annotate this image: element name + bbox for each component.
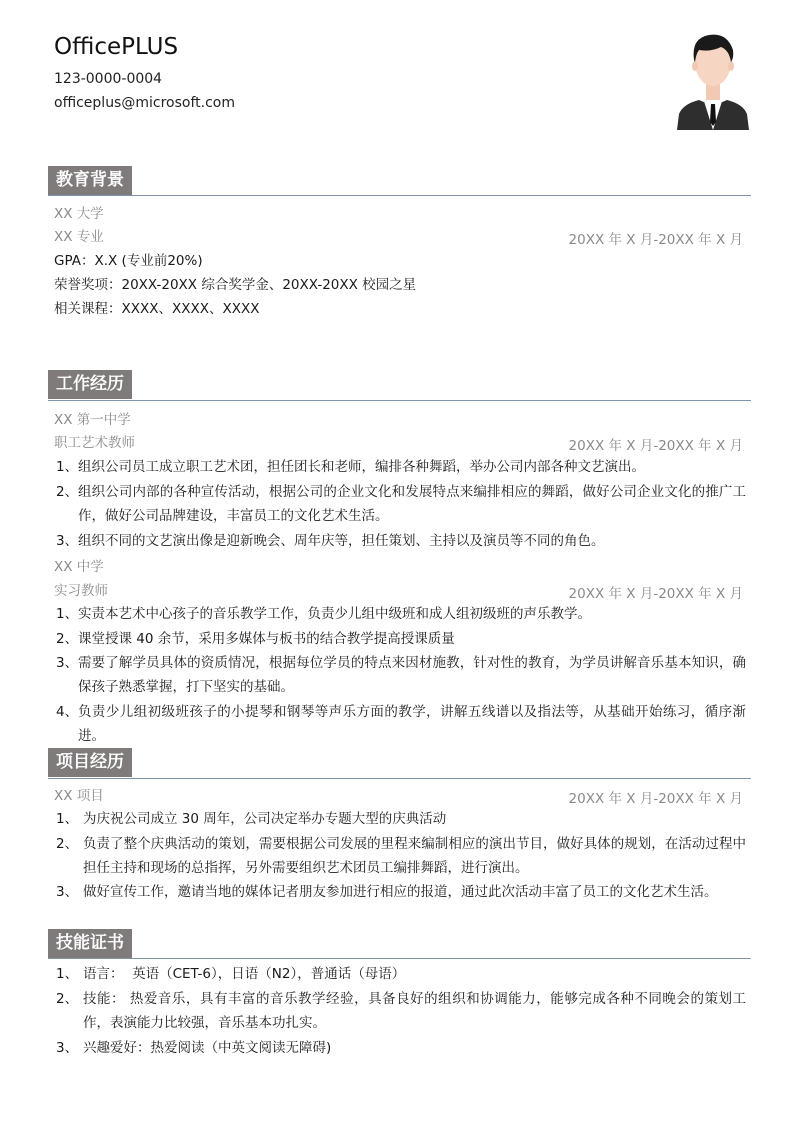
phone-number: 123-0000-0004 <box>54 71 163 87</box>
job-role: 职工艺术教师 <box>54 435 135 451</box>
list-item <box>56 651 746 699</box>
job-date: 20XX 年 X 月-20XX 年 X 月 <box>568 586 743 602</box>
job-date: 20XX 年 X 月-20XX 年 X 月 <box>568 438 743 454</box>
avatar-icon <box>675 30 751 130</box>
education-school: XX 大学 <box>54 206 104 222</box>
list-item-number: 1、 <box>56 811 79 827</box>
project-date: 20XX 年 X 月-20XX 年 X 月 <box>568 791 743 807</box>
list-item <box>56 807 746 831</box>
list-item-text: 组织公司员工成立职工艺术团，担任团长和老师，编排各种舞蹈，举办公司内部各种文艺演出。 <box>78 459 645 475</box>
project-name: XX 项目 <box>54 788 104 804</box>
list-item-text: 组织公司内部的各种宣传活动，根据公司的企业文化和发展特点来编排相应的舞蹈，做好公司企业文化的推广工作，做好公司品牌建设，丰富员工的文化艺术生活。 <box>78 484 746 524</box>
list-item <box>56 987 746 1035</box>
section-title-project: 项目经历 <box>48 748 132 777</box>
list-item <box>56 480 746 528</box>
list-item-number: 1、 <box>56 459 79 475</box>
list-item-text: 需要了解学员具体的资质情况，根据每位学员的特点来因材施教，针对性的教育，为学员讲解音乐基本知识，确保孩子熟悉掌握，打下坚实的基础。 <box>78 655 746 695</box>
list-item-number: 4、 <box>56 704 79 720</box>
list-item <box>56 880 746 904</box>
list-item-text: 兴趣爱好：热爱阅读（中英文阅读无障碍) <box>83 1040 332 1056</box>
list-item-text: 技能： 热爱音乐，具有丰富的音乐教学经验，具备良好的组织和协调能力，能够完成各种不同晚会的策划工作，表演能力比较强，音乐基本功扎实。 <box>83 991 746 1031</box>
list-item-text: 实责本艺术中心孩子的音乐教学工作，负责少儿组中级班和成人组初级班的声乐教学。 <box>78 606 591 622</box>
email-address: officeplus@microsoft.com <box>54 95 235 111</box>
education-gpa: GPA：X.X (专业前20%) <box>54 253 203 269</box>
section-title-education: 教育背景 <box>48 166 132 195</box>
list-item-text: 做好宣传工作，邀请当地的媒体记者朋友参加进行相应的报道，通过此次活动丰富了员工的文化艺术生活。 <box>83 884 718 900</box>
education-courses: 相关课程：XXXX、XXXX、XXXX <box>54 301 260 317</box>
section-divider <box>48 195 751 196</box>
resume-name: OfficePLUS <box>54 34 179 60</box>
list-item-number: 3、 <box>56 1040 79 1056</box>
list-item <box>56 700 746 748</box>
list-item <box>56 962 746 986</box>
section-divider <box>48 400 751 401</box>
list-item-text: 课堂授课 40 余节，采用多媒体与板书的结合教学提高授课质量 <box>78 631 455 647</box>
education-major: XX 专业 <box>54 229 104 245</box>
list-item <box>56 1036 746 1060</box>
list-item-text: 负责少儿组初级班孩子的小提琴和钢琴等声乐方面的教学，讲解五线谱以及指法等，从基础开始练习，循序渐进。 <box>78 704 746 744</box>
list-item-number: 2、 <box>56 836 79 852</box>
list-item-text: 组织不同的文艺演出像是迎新晚会、周年庆等，担任策划、主持以及演员等不同的角色。 <box>78 533 605 549</box>
list-item-number: 2、 <box>56 991 79 1007</box>
list-item-text: 语言： 英语（CET-6），日语（N2），普通话（母语） <box>83 966 406 982</box>
list-item-number: 1、 <box>56 606 79 622</box>
section-divider <box>48 778 751 779</box>
list-item-text: 为庆祝公司成立 30 周年，公司决定举办专题大型的庆典活动 <box>83 811 447 827</box>
list-item-number: 3、 <box>56 655 79 671</box>
list-item-number: 1、 <box>56 966 79 982</box>
list-item <box>56 529 746 553</box>
list-item <box>56 602 746 626</box>
list-item-text: 负责了整个庆典活动的策划，需要根据公司发展的里程来编制相应的演出节目，做好具体的规划，在活动过程中担任主持和现场的总指挥，另外需要组织艺术团员工编排舞蹈，进行演出。 <box>83 836 746 876</box>
section-title-skills: 技能证书 <box>48 929 132 958</box>
education-honors: 荣誉奖项：20XX-20XX 综合奖学金、20XX-20XX 校园之星 <box>54 277 417 293</box>
job-organization: XX 中学 <box>54 559 104 575</box>
education-date: 20XX 年 X 月-20XX 年 X 月 <box>568 232 743 248</box>
list-item-number: 3、 <box>56 533 79 549</box>
list-item-number: 2、 <box>56 631 79 647</box>
list-item <box>56 627 746 651</box>
list-item <box>56 832 746 880</box>
job-organization: XX 第一中学 <box>54 412 131 428</box>
list-item-number: 2、 <box>56 484 79 500</box>
job-role: 实习教师 <box>54 583 108 599</box>
list-item <box>56 455 746 479</box>
section-title-work: 工作经历 <box>48 370 132 399</box>
list-item-number: 3、 <box>56 884 79 900</box>
section-divider <box>48 958 751 959</box>
